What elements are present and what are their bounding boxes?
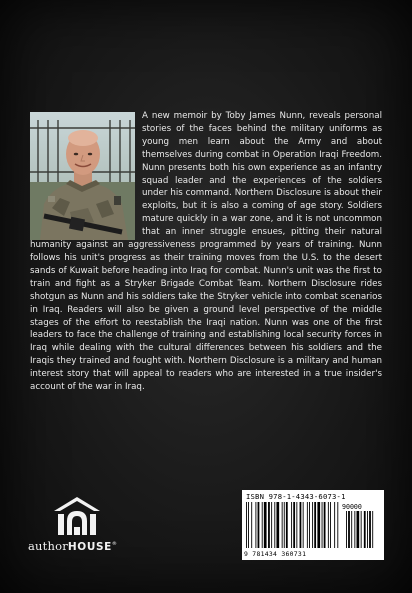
house-arch-icon xyxy=(50,497,104,537)
publisher-logo xyxy=(28,497,138,561)
description-text: A new memoir by Toby James Nunn, reveals personal stories of the faces behind the military uniforms as young men learn about the Army and about themselves during combat in Operation Iraqi Freedom. Nunn presents both his own experience as an infantry squad leader and the experiences of the soldiers under his command. Northern Disclosure is about their exploits, but it is also a coming of age story. Soldiers mature quickly in a war zone, and it is not uncommon that an inner struggle ensues, pitting their natural humanity against an aggressiveness programmed by years of training. Nunn follows his unit's progress as their training moves from the U.S. to the desert sands of Kuwait before heading into Iraq for combat. Nunn's unit was the first to train and fight as a Stryker Brigade Combat Team. Northern Disclosure rides shotgun as Nunn and his soldiers take the Stryker vehicle into combat scenarios in Iraq. Readers will also be given a ground level perspective of the middle stages of the effort to reestablish the Iraqi nation. Nunn was one of the first leaders to face the challenge of training and establishing local security forces in Iraq while dealing with the cultural differences between his soldiers and the Iraqis they trained and fought with. Northern Disclosure is a military and human interest story that will appeal to readers who are interested in a true insider's account of the war in Iraq. xyxy=(30,111,382,393)
isbn-barcode xyxy=(242,490,384,560)
publisher-name xyxy=(28,539,138,553)
isbn-label: ISBN 978-1-4343-6073-1 xyxy=(246,492,346,501)
publisher-name-part1: author xyxy=(28,539,68,553)
publisher-name-part2: HOUSE xyxy=(67,541,112,553)
book-description xyxy=(30,110,382,394)
ean-digits: 9 781434 360731 xyxy=(244,550,307,558)
barcode-bars xyxy=(246,502,380,549)
price-code: 90000 xyxy=(342,503,362,511)
photo-spacer xyxy=(30,110,142,239)
trademark-symbol: ® xyxy=(111,541,118,548)
